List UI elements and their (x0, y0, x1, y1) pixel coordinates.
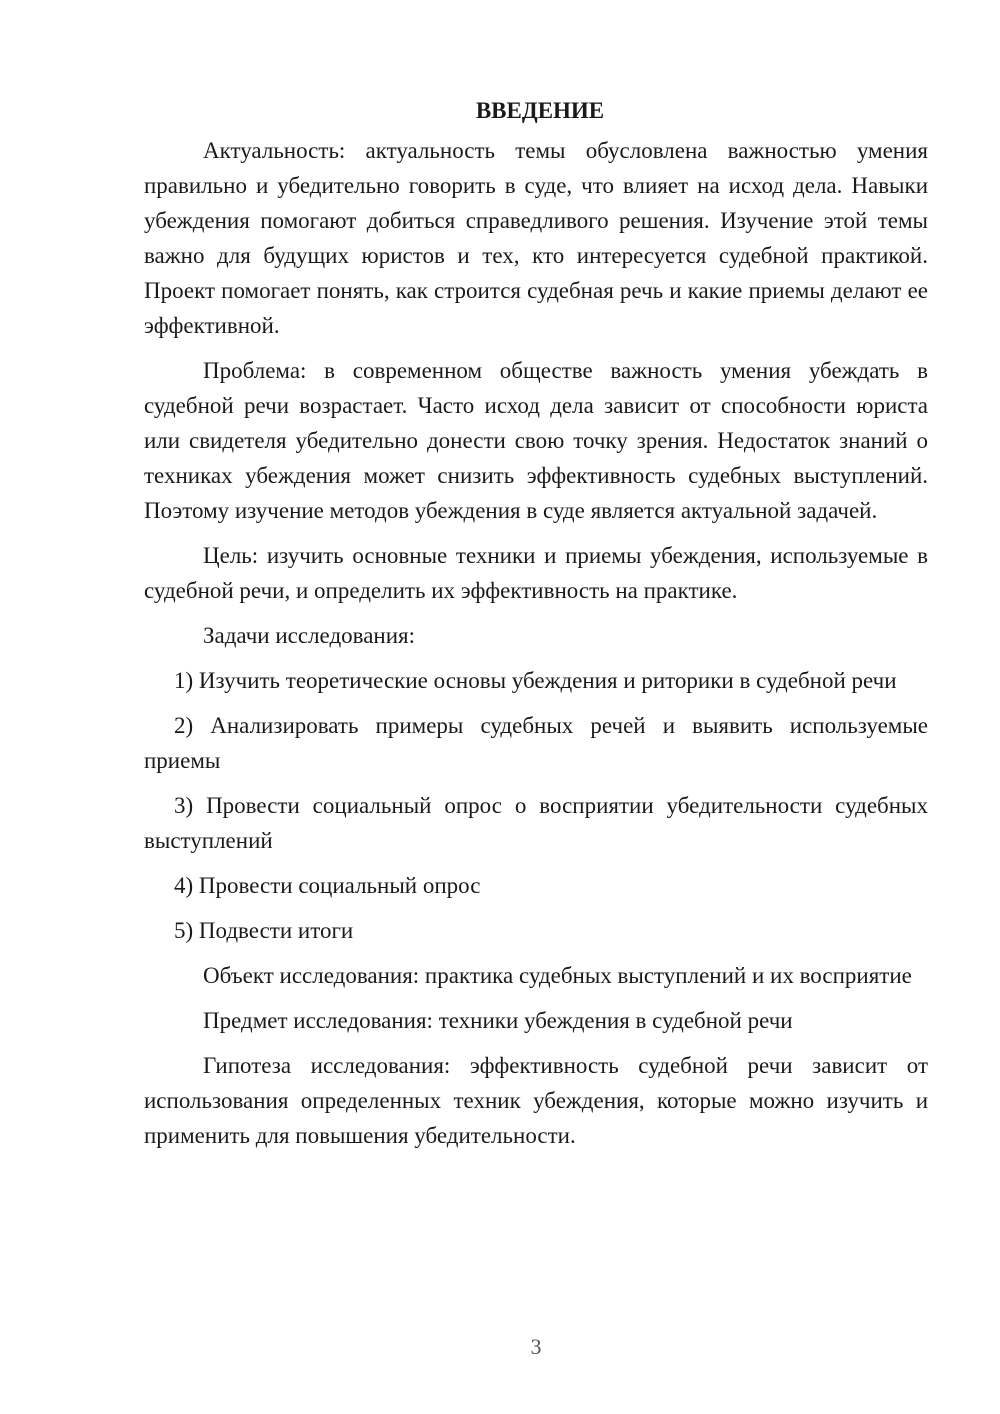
page-number: 3 (530, 1334, 542, 1359)
problem-paragraph: Проблема: в современном обществе важность умения убеждать в судебной речи возрастает. Часто исход дела зависит от способности юриста или свидетеля убедительно донести свою точку зрения. Недостаток знаний о техниках убеждения может снизить эффективность судебных выступлений. Поэтому изучение методов убеждения в суде является актуальной задачей. (144, 358, 928, 523)
hypothesis-paragraph: Гипотеза исследования: эффективность судебной речи зависит от использования определенных техник убеждения, которые можно изучить и применить для повышения убедительности. (144, 1053, 928, 1148)
page-title: ВВЕДЕНИЕ (475, 98, 605, 123)
document-body (144, 95, 928, 1163)
tasks-heading: Задачи исследования: (203, 623, 416, 648)
goal-paragraph: Цель: изучить основные техники и приемы убеждения, используемые в судебной речи, и определить их эффективность на практике. (144, 543, 928, 603)
object-paragraph: Объект исследования: практика судебных выступлений и их восприятие (203, 963, 912, 988)
task-item-3: 3) Провести социальный опрос о восприятии убедительности судебных выступлений (144, 793, 928, 853)
task-item-4: 4) Провести социальный опрос (174, 873, 481, 898)
task-item-2: 2) Анализировать примеры судебных речей и выявить используемые приемы (144, 713, 928, 773)
task-item-5: 5) Подвести итоги (174, 918, 354, 943)
task-item-1: 1) Изучить теоретические основы убеждения и риторики в судебной речи (174, 668, 897, 693)
relevance-paragraph: Актуальность: актуальность темы обусловлена важностью умения правильно и убедительно говорить в суде, что влияет на исход дела. Навыки убеждения помогают добиться справедливого решения. Изучение этой темы важно для будущих юристов и тех, кто интересуется судебной практикой. Проект помогает понять, как строится судебная речь и какие приемы делают ее эффективной. (144, 138, 928, 338)
subject-paragraph: Предмет исследования: техники убеждения в судебной речи (203, 1008, 793, 1033)
